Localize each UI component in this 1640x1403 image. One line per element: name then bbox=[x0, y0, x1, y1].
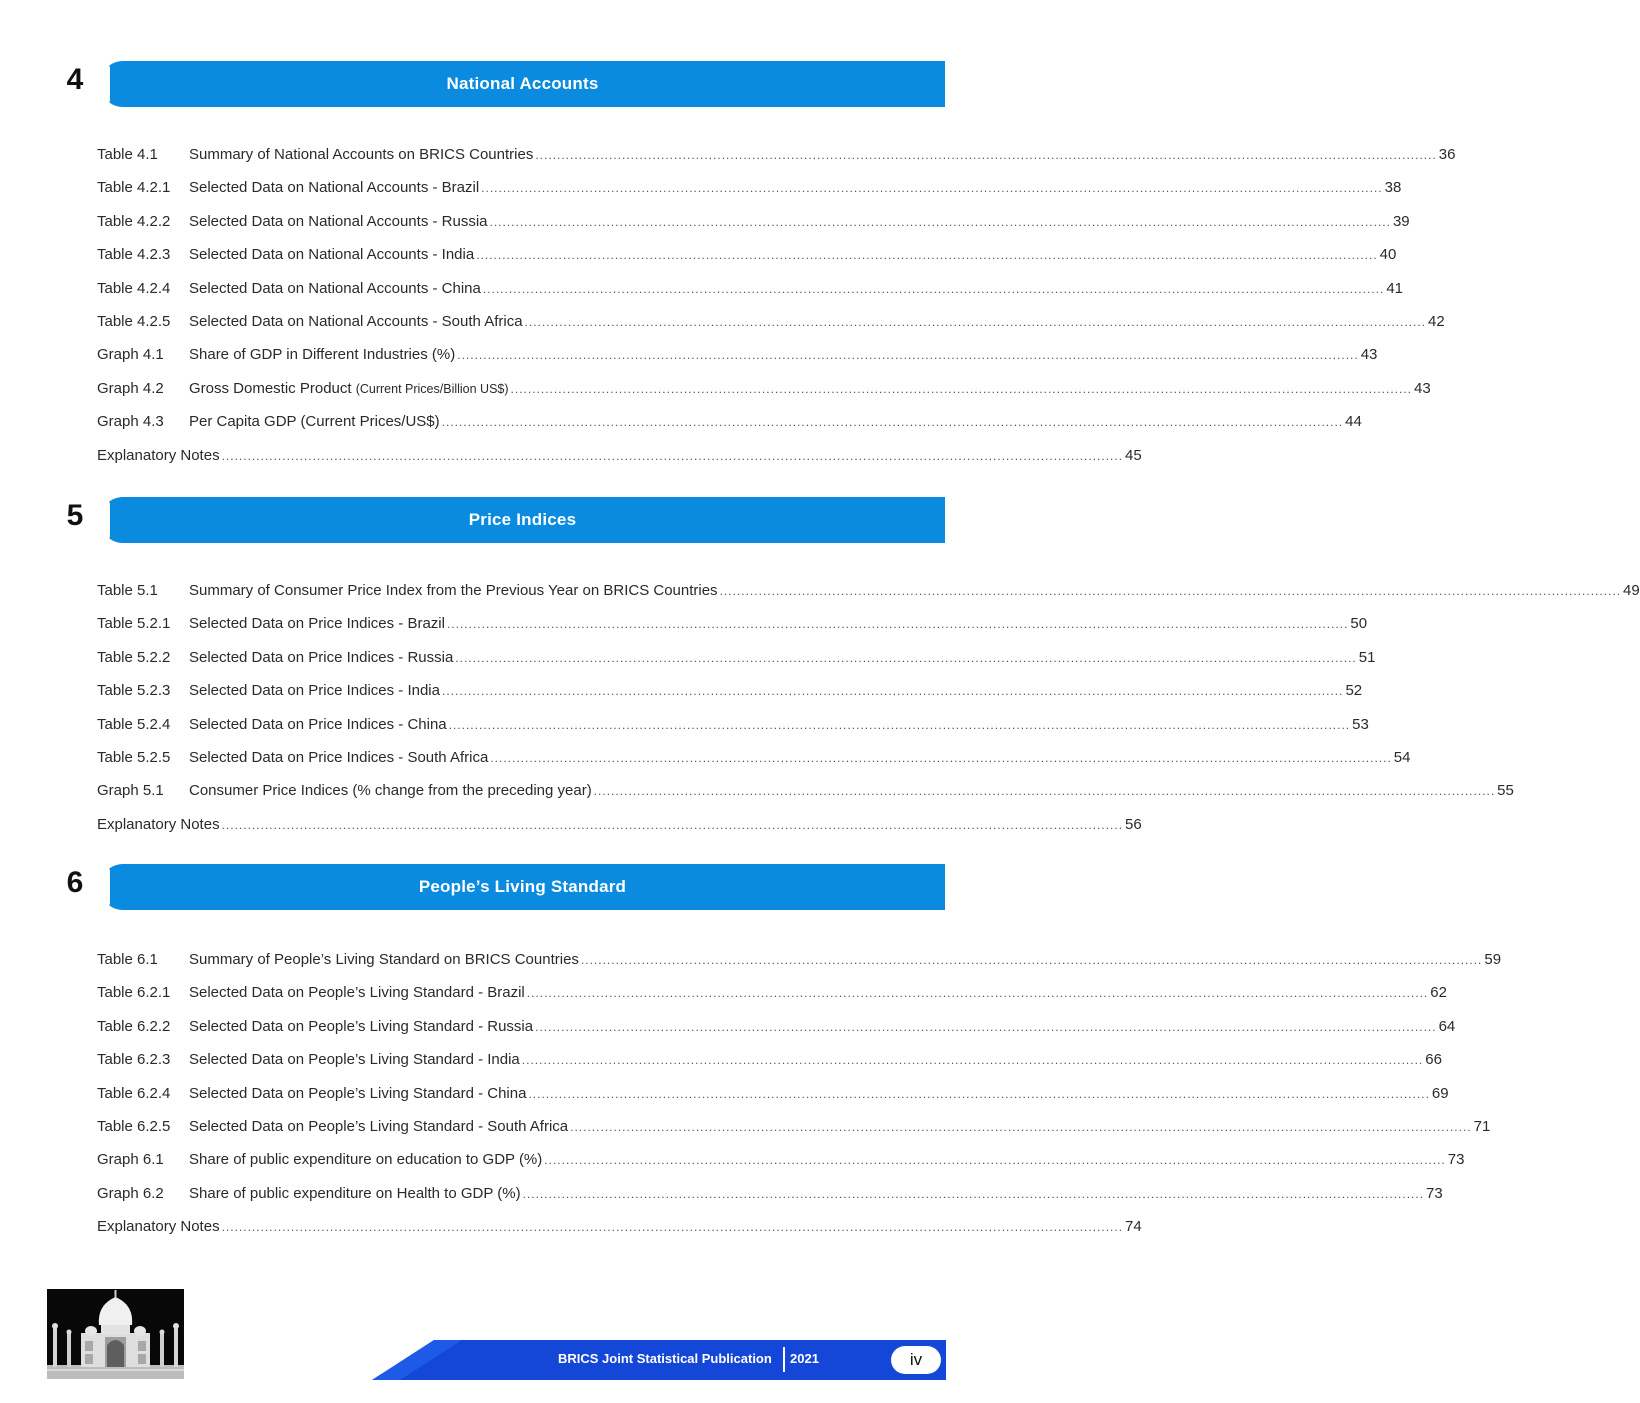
toc-list-section-5 bbox=[97, 574, 1640, 841]
entry-title: Summary of People’s Living Standard on BRICS Countries bbox=[189, 951, 579, 968]
entry-title: Share of public expenditure on education to GDP (%) bbox=[189, 1151, 543, 1169]
toc-entry[interactable] bbox=[97, 741, 1411, 774]
dot-leader bbox=[447, 608, 1348, 641]
entry-page: 73 bbox=[1447, 1151, 1465, 1169]
entry-label: Graph 4.2 bbox=[97, 379, 164, 397]
entry-label: Table 6.2.4 bbox=[97, 1084, 171, 1102]
entry-page: 42 bbox=[1428, 312, 1445, 330]
dot-leader bbox=[535, 1011, 1436, 1044]
section-banner bbox=[100, 497, 945, 543]
entry-title: Selected Data on Price Indices - Brazil bbox=[189, 615, 445, 633]
entry-label: Table 4.2.3 bbox=[97, 246, 171, 264]
entry-title-main: Gross Domestic Product bbox=[189, 379, 352, 397]
entry-title: Summary of Consumer Price Index from the Previous Year on BRICS Countries bbox=[189, 582, 718, 599]
section-number: 6 bbox=[66, 866, 84, 899]
entry-title: Selected Data on National Accounts - Brazil bbox=[189, 179, 480, 197]
entry-title bbox=[189, 372, 509, 406]
entry-label: Graph 4.1 bbox=[97, 346, 164, 364]
section-header-6 bbox=[0, 864, 992, 912]
entry-label: Table 5.2.1 bbox=[97, 615, 171, 633]
toc-entry[interactable] bbox=[97, 138, 1456, 171]
entry-label: Graph 6.2 bbox=[97, 1184, 164, 1202]
entry-label: Table 5.2.4 bbox=[97, 715, 171, 733]
dot-leader bbox=[490, 742, 1391, 775]
toc-entry[interactable] bbox=[97, 1110, 1491, 1143]
entry-title: Share of GDP in Different Industries (%) bbox=[189, 346, 456, 364]
dot-leader bbox=[535, 139, 1436, 172]
entry-label: Table 4.2.5 bbox=[97, 312, 171, 330]
dot-leader bbox=[476, 239, 1377, 272]
entry-title: Per Capita GDP (Current Prices/US$) bbox=[189, 413, 440, 431]
dot-leader bbox=[222, 1211, 1123, 1244]
section-title: National Accounts bbox=[446, 74, 599, 93]
toc-entry[interactable] bbox=[97, 1043, 1442, 1076]
entry-label: Table 4.2.2 bbox=[97, 212, 171, 230]
dot-leader bbox=[449, 709, 1350, 742]
entry-page: 36 bbox=[1438, 146, 1456, 163]
dot-leader bbox=[222, 809, 1123, 842]
dot-leader bbox=[544, 1144, 1445, 1177]
entry-label: Graph 5.1 bbox=[97, 782, 164, 800]
dot-leader bbox=[527, 977, 1428, 1010]
entry-page: 38 bbox=[1384, 179, 1402, 197]
section-header-4 bbox=[0, 61, 992, 109]
entry-page: 52 bbox=[1345, 682, 1363, 700]
toc-list-section-6 bbox=[97, 943, 1502, 1244]
toc-entry-notes[interactable] bbox=[97, 808, 1142, 841]
entry-title: Selected Data on Price Indices - South Africa bbox=[189, 748, 489, 766]
entry-title: Explanatory Notes bbox=[97, 1218, 220, 1236]
entry-title: Explanatory Notes bbox=[97, 446, 220, 464]
entry-page: 51 bbox=[1358, 648, 1376, 666]
dot-leader bbox=[455, 642, 1356, 675]
entry-title: Explanatory Notes bbox=[97, 815, 220, 833]
toc-entry[interactable] bbox=[97, 641, 1376, 674]
section-banner bbox=[100, 864, 945, 910]
dot-leader bbox=[222, 440, 1123, 473]
footer-divider bbox=[783, 1347, 785, 1372]
entry-page: 45 bbox=[1125, 446, 1142, 464]
entry-title: Selected Data on People’s Living Standard - Russia bbox=[189, 1017, 534, 1035]
toc-entry[interactable] bbox=[97, 976, 1447, 1009]
dot-leader bbox=[442, 675, 1343, 708]
toc-entry[interactable] bbox=[97, 1077, 1449, 1110]
toc-entry[interactable] bbox=[97, 205, 1410, 238]
entry-label: Table 6.2.1 bbox=[97, 984, 171, 1002]
entry-title: Consumer Price Indices (% change from the preceding year) bbox=[189, 782, 592, 800]
entry-label: Table 4.1 bbox=[97, 146, 158, 163]
toc-entry[interactable] bbox=[97, 1010, 1456, 1043]
toc-entry[interactable] bbox=[97, 372, 1431, 405]
entry-page: 59 bbox=[1484, 951, 1502, 968]
entry-label: Table 6.2.3 bbox=[97, 1051, 171, 1069]
dot-leader bbox=[490, 206, 1391, 239]
footer-publication: BRICS Joint Statistical Publication bbox=[558, 1351, 772, 1366]
dot-leader bbox=[525, 306, 1426, 339]
toc-entry[interactable] bbox=[97, 774, 1514, 807]
entry-title: Selected Data on National Accounts - South Africa bbox=[189, 312, 523, 330]
dot-leader bbox=[483, 273, 1384, 306]
toc-entry[interactable] bbox=[97, 405, 1362, 438]
entry-page: 71 bbox=[1473, 1117, 1491, 1135]
entry-page: 56 bbox=[1125, 815, 1142, 833]
entry-page: 69 bbox=[1431, 1084, 1449, 1102]
toc-entry[interactable] bbox=[97, 943, 1502, 976]
toc-entry-notes[interactable] bbox=[97, 1210, 1142, 1243]
toc-list-section-4 bbox=[97, 138, 1456, 472]
entry-label: Table 5.2.2 bbox=[97, 648, 171, 666]
toc-entry[interactable] bbox=[97, 1177, 1443, 1210]
entry-label: Table 6.2.2 bbox=[97, 1017, 171, 1035]
entry-label: Table 5.2.3 bbox=[97, 682, 171, 700]
entry-title: Selected Data on People’s Living Standard - India bbox=[189, 1051, 520, 1069]
entry-page: 43 bbox=[1360, 346, 1378, 364]
section-title: Price Indices bbox=[468, 510, 577, 529]
entry-page: 73 bbox=[1426, 1184, 1443, 1202]
entry-title: Selected Data on Price Indices - India bbox=[189, 682, 440, 700]
dot-leader bbox=[511, 373, 1412, 406]
entry-label: Table 4.2.1 bbox=[97, 179, 171, 197]
section-banner bbox=[100, 61, 945, 107]
dot-leader bbox=[522, 1044, 1423, 1077]
toc-entry[interactable] bbox=[97, 171, 1402, 204]
entry-label: Table 4.2.4 bbox=[97, 279, 171, 297]
toc-entry[interactable] bbox=[97, 607, 1368, 640]
entry-page: 55 bbox=[1497, 782, 1514, 800]
entry-title-units: (Current Prices/Billion US$) bbox=[355, 381, 509, 396]
entry-title: Share of public expenditure on Health to GDP (%) bbox=[189, 1184, 521, 1202]
entry-label: Graph 4.3 bbox=[97, 413, 164, 431]
footer-year: 2021 bbox=[790, 1351, 819, 1366]
dot-leader bbox=[481, 172, 1382, 205]
toc-entry[interactable] bbox=[97, 708, 1369, 741]
toc-entry-notes[interactable] bbox=[97, 439, 1142, 472]
entry-page: 62 bbox=[1430, 984, 1447, 1002]
entry-title: Selected Data on National Accounts - India bbox=[189, 246, 475, 264]
dot-leader bbox=[570, 1111, 1471, 1144]
entry-page: 64 bbox=[1438, 1017, 1456, 1035]
entry-title: Selected Data on National Accounts - Russia bbox=[189, 212, 488, 230]
entry-page: 44 bbox=[1345, 413, 1362, 431]
entry-page: 54 bbox=[1393, 748, 1411, 766]
entry-title: Selected Data on Price Indices - Russia bbox=[189, 648, 454, 666]
entry-title: Selected Data on People’s Living Standard - South Africa bbox=[189, 1117, 569, 1135]
toc-entry[interactable] bbox=[97, 305, 1445, 338]
entry-title: Selected Data on People’s Living Standard - Brazil bbox=[189, 984, 525, 1002]
dot-leader bbox=[442, 406, 1343, 439]
section-title: People’s Living Standard bbox=[418, 877, 627, 896]
entry-title: Selected Data on National Accounts - China bbox=[189, 279, 481, 297]
toc-entry[interactable] bbox=[97, 272, 1403, 305]
section-number: 4 bbox=[66, 63, 84, 96]
toc-entry[interactable] bbox=[97, 574, 1640, 607]
taj-mahal-image bbox=[47, 1289, 184, 1379]
page-number: iv bbox=[891, 1346, 941, 1374]
dot-leader bbox=[528, 1078, 1429, 1111]
toc-entry[interactable] bbox=[97, 1143, 1465, 1176]
toc-entry[interactable] bbox=[97, 674, 1363, 707]
entry-title: Selected Data on People’s Living Standard - China bbox=[189, 1084, 527, 1102]
entry-page: 53 bbox=[1352, 715, 1369, 733]
entry-page: 50 bbox=[1350, 615, 1368, 633]
entry-page: 74 bbox=[1125, 1218, 1142, 1236]
toc-entry[interactable] bbox=[97, 338, 1378, 371]
entry-page: 39 bbox=[1392, 212, 1410, 230]
entry-label: Table 6.2.5 bbox=[97, 1117, 171, 1135]
entry-page: 49 bbox=[1623, 582, 1640, 599]
dot-leader bbox=[594, 775, 1495, 808]
dot-leader bbox=[581, 944, 1482, 977]
entry-label: Table 5.2.5 bbox=[97, 748, 171, 766]
dot-leader bbox=[523, 1178, 1424, 1211]
dot-leader bbox=[457, 339, 1358, 372]
entry-page: 66 bbox=[1425, 1051, 1442, 1069]
entry-title: Selected Data on Price Indices - China bbox=[189, 715, 447, 733]
entry-page: 40 bbox=[1379, 246, 1397, 264]
entry-page: 41 bbox=[1386, 279, 1403, 297]
toc-entry[interactable] bbox=[97, 238, 1397, 271]
section-number: 5 bbox=[66, 499, 84, 532]
dot-leader bbox=[720, 575, 1621, 608]
entry-title: Summary of National Accounts on BRICS Countries bbox=[189, 146, 534, 163]
entry-label: Graph 6.1 bbox=[97, 1151, 164, 1169]
section-header-5 bbox=[0, 497, 992, 545]
entry-label: Table 6.1 bbox=[97, 951, 158, 968]
entry-page: 43 bbox=[1414, 379, 1431, 397]
entry-label: Table 5.1 bbox=[97, 582, 158, 599]
